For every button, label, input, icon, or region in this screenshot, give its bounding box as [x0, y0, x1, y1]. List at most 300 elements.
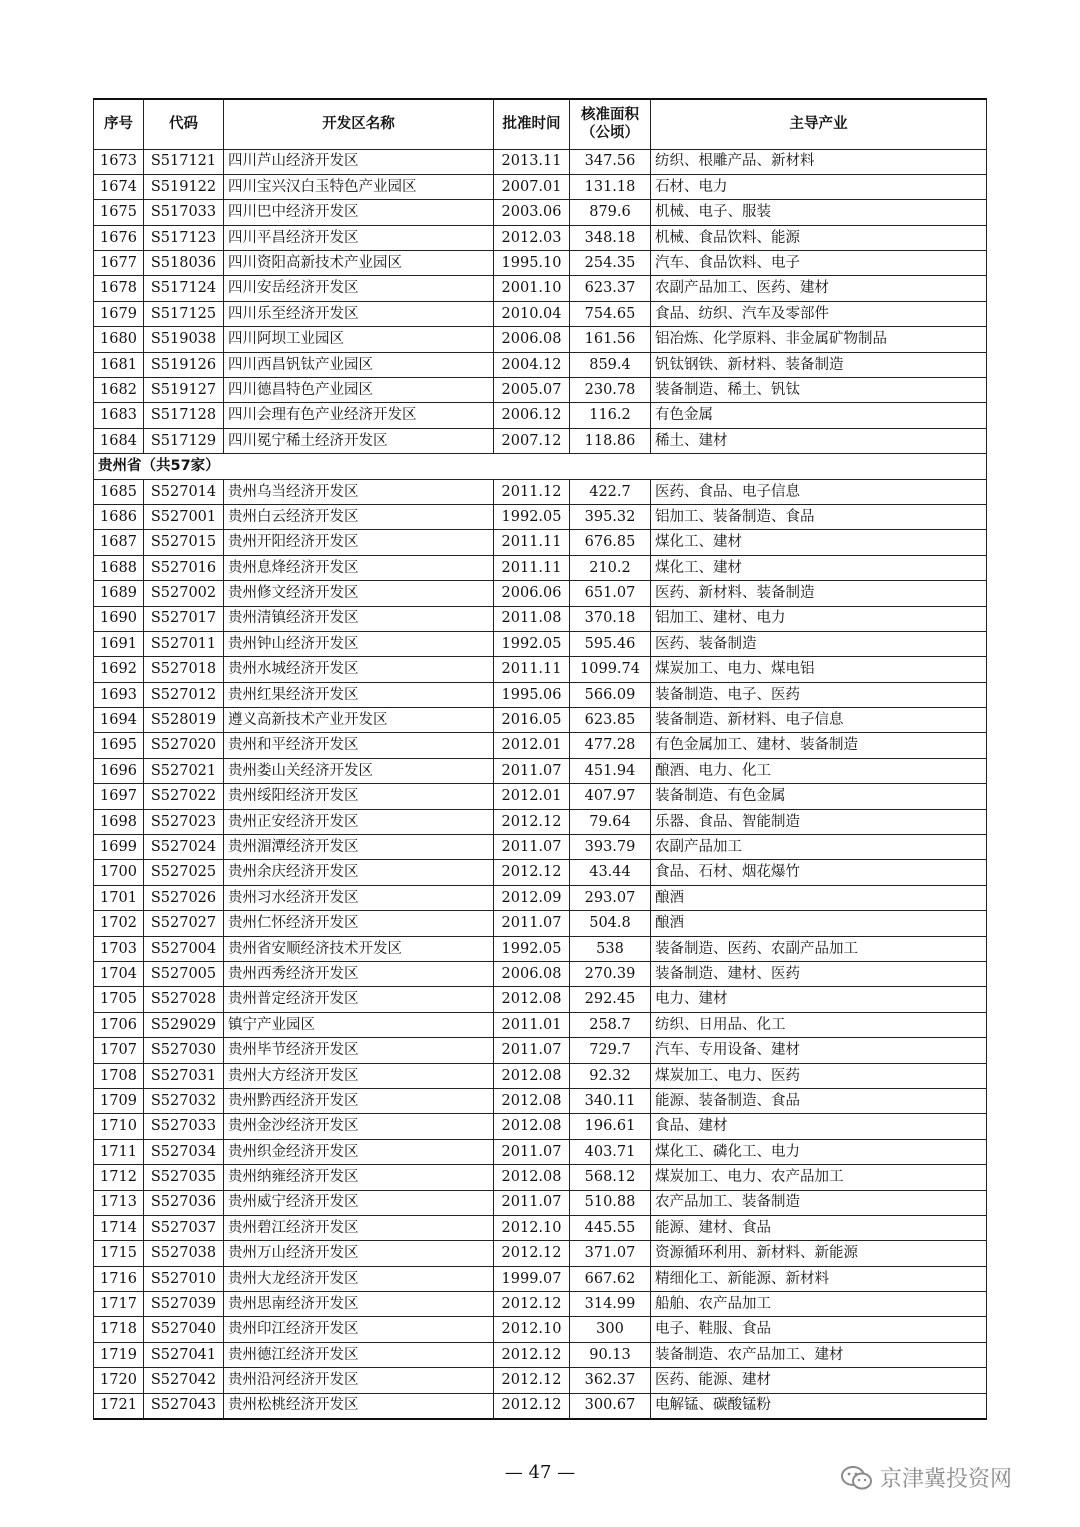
cell-seq: 1680 — [94, 327, 144, 352]
cell-area: 504.8 — [570, 911, 651, 936]
cell-name: 贵州黔西经济开发区 — [224, 1088, 494, 1113]
cell-seq: 1685 — [94, 479, 144, 504]
cell-seq: 1710 — [94, 1114, 144, 1139]
cell-industry: 钒钛钢铁、新材料、装备制造 — [651, 352, 987, 377]
cell-area: 90.13 — [570, 1342, 651, 1367]
table-row — [94, 1165, 987, 1190]
cell-code: S527015 — [144, 530, 224, 555]
table-row — [94, 1266, 987, 1291]
page-number: — 47 — — [504, 1462, 576, 1483]
cell-seq: 1695 — [94, 733, 144, 758]
cell-code: S528019 — [144, 708, 224, 733]
cell-industry: 医药、装备制造 — [651, 631, 987, 656]
cell-seq: 1705 — [94, 987, 144, 1012]
cell-area: 348.18 — [570, 225, 651, 250]
cell-name: 贵州乌当经济开发区 — [224, 479, 494, 504]
cell-date: 1992.05 — [494, 631, 570, 656]
cell-date: 2010.04 — [494, 301, 570, 326]
cell-code: S527011 — [144, 631, 224, 656]
cell-industry: 医药、食品、电子信息 — [651, 479, 987, 504]
table-row — [94, 682, 987, 707]
cell-seq: 1718 — [94, 1317, 144, 1342]
table-row — [94, 911, 987, 936]
cell-area: 754.65 — [570, 301, 651, 326]
cell-code: S527037 — [144, 1215, 224, 1240]
cell-seq: 1691 — [94, 631, 144, 656]
table-row — [94, 149, 987, 174]
cell-area: 395.32 — [570, 504, 651, 529]
cell-name: 四川芦山经济开发区 — [224, 149, 494, 174]
cell-seq: 1720 — [94, 1368, 144, 1393]
cell-industry: 电解锰、碳酸锰粉 — [651, 1393, 987, 1418]
cell-seq: 1713 — [94, 1190, 144, 1215]
cell-seq: 1704 — [94, 962, 144, 987]
table-row — [94, 225, 987, 250]
cell-area: 676.85 — [570, 530, 651, 555]
cell-name: 贵州松桃经济开发区 — [224, 1393, 494, 1418]
cell-industry: 煤化工、建材 — [651, 555, 987, 580]
cell-name: 贵州湄潭经济开发区 — [224, 835, 494, 860]
cell-code: S529029 — [144, 1012, 224, 1037]
cell-industry: 有色金属 — [651, 403, 987, 428]
cell-name: 贵州习水经济开发区 — [224, 885, 494, 910]
cell-industry: 电子、鞋服、食品 — [651, 1317, 987, 1342]
cell-seq: 1693 — [94, 682, 144, 707]
cell-industry: 铝加工、装备制造、食品 — [651, 504, 987, 529]
cell-code: S527026 — [144, 885, 224, 910]
table-row — [94, 251, 987, 276]
cell-area: 729.7 — [570, 1038, 651, 1063]
cell-name: 四川安岳经济开发区 — [224, 276, 494, 301]
cell-industry: 煤炭加工、电力、农产品加工 — [651, 1165, 987, 1190]
cell-seq: 1681 — [94, 352, 144, 377]
cell-industry: 食品、石材、烟花爆竹 — [651, 860, 987, 885]
cell-code: S527023 — [144, 809, 224, 834]
cell-seq: 1688 — [94, 555, 144, 580]
cell-seq: 1700 — [94, 860, 144, 885]
table-row — [94, 657, 987, 682]
cell-name: 四川德昌特色产业园区 — [224, 378, 494, 403]
cell-industry: 装备制造、稀土、钒钛 — [651, 378, 987, 403]
cell-name: 四川西昌钒钛产业园区 — [224, 352, 494, 377]
cell-date: 2016.05 — [494, 708, 570, 733]
cell-date: 2012.12 — [494, 1393, 570, 1418]
cell-area: 393.79 — [570, 835, 651, 860]
cell-name: 贵州纳雍经济开发区 — [224, 1165, 494, 1190]
cell-area: 210.2 — [570, 555, 651, 580]
cell-seq: 1715 — [94, 1241, 144, 1266]
cell-seq: 1690 — [94, 606, 144, 631]
header-code: 代码 — [144, 99, 224, 149]
table-row — [94, 301, 987, 326]
cell-seq: 1706 — [94, 1012, 144, 1037]
cell-industry: 装备制造、有色金属 — [651, 784, 987, 809]
cell-date: 2005.07 — [494, 378, 570, 403]
cell-code: S518036 — [144, 251, 224, 276]
cell-name: 贵州大龙经济开发区 — [224, 1266, 494, 1291]
cell-name: 贵州和平经济开发区 — [224, 733, 494, 758]
cell-date: 2013.11 — [494, 149, 570, 174]
cell-area: 403.71 — [570, 1139, 651, 1164]
table-row — [94, 1063, 987, 1088]
cell-code: S527025 — [144, 860, 224, 885]
table-row — [94, 1292, 987, 1317]
cell-industry: 装备制造、新材料、电子信息 — [651, 708, 987, 733]
cell-date: 2011.07 — [494, 1190, 570, 1215]
cell-industry: 乐器、食品、智能制造 — [651, 809, 987, 834]
cell-seq: 1714 — [94, 1215, 144, 1240]
cell-code: S527039 — [144, 1292, 224, 1317]
cell-area: 595.46 — [570, 631, 651, 656]
cell-name: 贵州印江经济开发区 — [224, 1317, 494, 1342]
table-body — [94, 149, 987, 1419]
cell-seq: 1701 — [94, 885, 144, 910]
cell-code: S527027 — [144, 911, 224, 936]
cell-name: 贵州修文经济开发区 — [224, 581, 494, 606]
development-zone-table — [93, 98, 987, 1420]
cell-date: 2006.08 — [494, 962, 570, 987]
cell-industry: 精细化工、新能源、新材料 — [651, 1266, 987, 1291]
header-name: 开发区名称 — [224, 99, 494, 149]
cell-seq: 1711 — [94, 1139, 144, 1164]
cell-name: 镇宁产业园区 — [224, 1012, 494, 1037]
wechat-icon — [840, 1465, 874, 1491]
header-area — [570, 99, 651, 149]
cell-name: 贵州思南经济开发区 — [224, 1292, 494, 1317]
cell-seq: 1717 — [94, 1292, 144, 1317]
table-row — [94, 809, 987, 834]
cell-name: 贵州毕节经济开发区 — [224, 1038, 494, 1063]
cell-date: 2012.03 — [494, 225, 570, 250]
cell-industry: 医药、能源、建材 — [651, 1368, 987, 1393]
cell-area: 340.11 — [570, 1088, 651, 1113]
cell-area: 293.07 — [570, 885, 651, 910]
cell-industry: 纺织、根雕产品、新材料 — [651, 149, 987, 174]
cell-date: 1999.07 — [494, 1266, 570, 1291]
cell-industry: 石材、电力 — [651, 174, 987, 199]
cell-code: S527043 — [144, 1393, 224, 1418]
header-area-line1: 核准面积 — [581, 107, 639, 124]
cell-name: 贵州白云经济开发区 — [224, 504, 494, 529]
header-date: 批准时间 — [494, 99, 570, 149]
cell-date: 1992.05 — [494, 504, 570, 529]
table-row — [94, 1368, 987, 1393]
cell-industry: 食品、建材 — [651, 1114, 987, 1139]
table-row — [94, 606, 987, 631]
table-row — [94, 352, 987, 377]
cell-name: 四川乐至经济开发区 — [224, 301, 494, 326]
cell-name: 贵州红果经济开发区 — [224, 682, 494, 707]
cell-code: S517128 — [144, 403, 224, 428]
cell-date: 2012.12 — [494, 1241, 570, 1266]
cell-name: 贵州万山经济开发区 — [224, 1241, 494, 1266]
cell-code: S527010 — [144, 1266, 224, 1291]
cell-date: 2004.12 — [494, 352, 570, 377]
cell-area: 651.07 — [570, 581, 651, 606]
cell-code: S527017 — [144, 606, 224, 631]
cell-seq: 1676 — [94, 225, 144, 250]
cell-date: 2011.01 — [494, 1012, 570, 1037]
cell-date: 2011.07 — [494, 911, 570, 936]
cell-seq: 1698 — [94, 809, 144, 834]
cell-name: 四川冕宁稀土经济开发区 — [224, 428, 494, 453]
cell-code: S527036 — [144, 1190, 224, 1215]
cell-code: S527012 — [144, 682, 224, 707]
cell-seq: 1678 — [94, 276, 144, 301]
cell-code: S527038 — [144, 1241, 224, 1266]
cell-name: 贵州水城经济开发区 — [224, 657, 494, 682]
cell-code: S527033 — [144, 1114, 224, 1139]
cell-industry: 农副产品加工、医药、建材 — [651, 276, 987, 301]
cell-area: 196.61 — [570, 1114, 651, 1139]
table-row — [94, 1215, 987, 1240]
cell-name: 贵州碧江经济开发区 — [224, 1215, 494, 1240]
cell-seq: 1679 — [94, 301, 144, 326]
cell-area: 270.39 — [570, 962, 651, 987]
header-row — [94, 99, 987, 149]
cell-name: 贵州余庆经济开发区 — [224, 860, 494, 885]
cell-date: 2006.12 — [494, 403, 570, 428]
table-row — [94, 1190, 987, 1215]
cell-area: 300.67 — [570, 1393, 651, 1418]
cell-code: S517125 — [144, 301, 224, 326]
cell-industry: 煤炭加工、电力、煤电铝 — [651, 657, 987, 682]
cell-code: S519122 — [144, 174, 224, 199]
cell-area: 667.62 — [570, 1266, 651, 1291]
cell-name: 贵州大方经济开发区 — [224, 1063, 494, 1088]
cell-date: 2011.11 — [494, 530, 570, 555]
cell-code: S527040 — [144, 1317, 224, 1342]
cell-code: S519127 — [144, 378, 224, 403]
table-row — [94, 1038, 987, 1063]
cell-name: 四川会理有色产业经济开发区 — [224, 403, 494, 428]
cell-area: 292.45 — [570, 987, 651, 1012]
table-row — [94, 327, 987, 352]
cell-name: 贵州息烽经济开发区 — [224, 555, 494, 580]
table-row — [94, 835, 987, 860]
cell-date: 2011.12 — [494, 479, 570, 504]
cell-seq: 1683 — [94, 403, 144, 428]
cell-area: 92.32 — [570, 1063, 651, 1088]
cell-area: 362.37 — [570, 1368, 651, 1393]
cell-area: 407.97 — [570, 784, 651, 809]
cell-date: 2012.10 — [494, 1215, 570, 1240]
cell-seq: 1707 — [94, 1038, 144, 1063]
cell-seq: 1692 — [94, 657, 144, 682]
cell-date: 1995.06 — [494, 682, 570, 707]
table-row — [94, 581, 987, 606]
watermark — [840, 1462, 1012, 1493]
cell-date: 2012.12 — [494, 1292, 570, 1317]
cell-industry: 汽车、专用设备、建材 — [651, 1038, 987, 1063]
cell-industry: 纺织、日用品、化工 — [651, 1012, 987, 1037]
cell-name: 贵州金沙经济开发区 — [224, 1114, 494, 1139]
cell-date: 2007.12 — [494, 428, 570, 453]
table-row — [94, 174, 987, 199]
cell-area: 314.99 — [570, 1292, 651, 1317]
cell-seq: 1686 — [94, 504, 144, 529]
cell-seq: 1719 — [94, 1342, 144, 1367]
cell-area: 623.37 — [570, 276, 651, 301]
cell-seq: 1677 — [94, 251, 144, 276]
cell-area: 300 — [570, 1317, 651, 1342]
cell-area: 445.55 — [570, 1215, 651, 1240]
table-row — [94, 631, 987, 656]
cell-name: 四川巴中经济开发区 — [224, 200, 494, 225]
cell-date: 2012.09 — [494, 885, 570, 910]
cell-industry: 装备制造、电子、医药 — [651, 682, 987, 707]
cell-name: 贵州开阳经济开发区 — [224, 530, 494, 555]
table-row — [94, 1012, 987, 1037]
cell-date: 2012.10 — [494, 1317, 570, 1342]
table-row — [94, 962, 987, 987]
cell-name: 遵义高新技术产业开发区 — [224, 708, 494, 733]
cell-date: 2011.07 — [494, 1139, 570, 1164]
cell-industry: 能源、装备制造、食品 — [651, 1088, 987, 1113]
cell-industry: 农副产品加工 — [651, 835, 987, 860]
table-row — [94, 1088, 987, 1113]
cell-code: S527005 — [144, 962, 224, 987]
cell-date: 2011.08 — [494, 606, 570, 631]
cell-area: 43.44 — [570, 860, 651, 885]
cell-seq: 1684 — [94, 428, 144, 453]
cell-date: 2012.12 — [494, 1368, 570, 1393]
table-row — [94, 276, 987, 301]
table-row — [94, 378, 987, 403]
table-row — [94, 1393, 987, 1418]
cell-industry: 煤化工、建材 — [651, 530, 987, 555]
table-row — [94, 200, 987, 225]
cell-code: S527024 — [144, 835, 224, 860]
cell-date: 2007.01 — [494, 174, 570, 199]
cell-date: 2012.01 — [494, 784, 570, 809]
table-row — [94, 987, 987, 1012]
cell-area: 371.07 — [570, 1241, 651, 1266]
cell-seq: 1699 — [94, 835, 144, 860]
cell-name: 贵州织金经济开发区 — [224, 1139, 494, 1164]
cell-code: S527031 — [144, 1063, 224, 1088]
cell-area: 538 — [570, 936, 651, 961]
cell-area: 230.78 — [570, 378, 651, 403]
cell-code: S527014 — [144, 479, 224, 504]
cell-industry: 酿酒 — [651, 911, 987, 936]
cell-date: 1995.10 — [494, 251, 570, 276]
header-industry: 主导产业 — [651, 99, 987, 149]
cell-seq: 1674 — [94, 174, 144, 199]
cell-seq: 1708 — [94, 1063, 144, 1088]
table-row — [94, 555, 987, 580]
cell-date: 2012.08 — [494, 1088, 570, 1113]
table-row — [94, 860, 987, 885]
cell-code: S527032 — [144, 1088, 224, 1113]
cell-code: S527042 — [144, 1368, 224, 1393]
cell-code: S527034 — [144, 1139, 224, 1164]
watermark-text: 京津冀投资网 — [880, 1467, 1013, 1492]
table-row — [94, 708, 987, 733]
cell-area: 116.2 — [570, 403, 651, 428]
cell-area: 623.85 — [570, 708, 651, 733]
cell-industry: 食品、纺织、汽车及零部件 — [651, 301, 987, 326]
cell-seq: 1716 — [94, 1266, 144, 1291]
cell-date: 2003.06 — [494, 200, 570, 225]
cell-area: 161.56 — [570, 327, 651, 352]
cell-industry: 稀土、建材 — [651, 428, 987, 453]
cell-name: 贵州清镇经济开发区 — [224, 606, 494, 631]
cell-area: 370.18 — [570, 606, 651, 631]
cell-code: S519126 — [144, 352, 224, 377]
cell-industry: 能源、建材、食品 — [651, 1215, 987, 1240]
cell-industry: 电力、建材 — [651, 987, 987, 1012]
cell-industry: 酿酒 — [651, 885, 987, 910]
table-row — [94, 784, 987, 809]
cell-date: 2011.11 — [494, 555, 570, 580]
cell-area: 131.18 — [570, 174, 651, 199]
cell-date: 2012.12 — [494, 809, 570, 834]
cell-industry: 资源循环利用、新材料、新能源 — [651, 1241, 987, 1266]
cell-name: 贵州德江经济开发区 — [224, 1342, 494, 1367]
cell-industry: 机械、食品饮料、能源 — [651, 225, 987, 250]
cell-code: S517129 — [144, 428, 224, 453]
cell-date: 2006.06 — [494, 581, 570, 606]
table-row — [94, 1114, 987, 1139]
table-row — [94, 479, 987, 504]
cell-code: S517123 — [144, 225, 224, 250]
cell-code: S527041 — [144, 1342, 224, 1367]
cell-industry: 煤炭加工、电力、医药 — [651, 1063, 987, 1088]
cell-area: 118.86 — [570, 428, 651, 453]
cell-date: 2012.08 — [494, 1063, 570, 1088]
cell-code: S527018 — [144, 657, 224, 682]
cell-code: S527020 — [144, 733, 224, 758]
cell-code: S517121 — [144, 149, 224, 174]
cell-name: 四川阿坝工业园区 — [224, 327, 494, 352]
cell-seq: 1682 — [94, 378, 144, 403]
cell-date: 2011.11 — [494, 657, 570, 682]
cell-industry: 煤化工、磷化工、电力 — [651, 1139, 987, 1164]
cell-industry: 装备制造、医药、农副产品加工 — [651, 936, 987, 961]
cell-industry: 铝加工、建材、电力 — [651, 606, 987, 631]
cell-industry: 农产品加工、装备制造 — [651, 1190, 987, 1215]
cell-area: 1099.74 — [570, 657, 651, 682]
cell-code: S527004 — [144, 936, 224, 961]
cell-seq: 1702 — [94, 911, 144, 936]
cell-date: 2012.12 — [494, 1342, 570, 1367]
cell-area: 79.64 — [570, 809, 651, 834]
cell-seq: 1721 — [94, 1393, 144, 1418]
cell-code: S527001 — [144, 504, 224, 529]
cell-code: S527035 — [144, 1165, 224, 1190]
cell-code: S527002 — [144, 581, 224, 606]
cell-area: 347.56 — [570, 149, 651, 174]
cell-name: 四川资阳高新技术产业园区 — [224, 251, 494, 276]
cell-date: 2012.08 — [494, 987, 570, 1012]
cell-date: 2011.07 — [494, 835, 570, 860]
cell-industry: 酿酒、电力、化工 — [651, 758, 987, 783]
table-row — [94, 885, 987, 910]
cell-date: 2011.07 — [494, 1038, 570, 1063]
table-row — [94, 428, 987, 453]
table-row — [94, 403, 987, 428]
table-row — [94, 530, 987, 555]
cell-name: 贵州西秀经济开发区 — [224, 962, 494, 987]
cell-area: 258.7 — [570, 1012, 651, 1037]
cell-area: 879.6 — [570, 200, 651, 225]
table-row — [94, 1342, 987, 1367]
cell-code: S517033 — [144, 200, 224, 225]
cell-date: 2012.01 — [494, 733, 570, 758]
cell-seq: 1703 — [94, 936, 144, 961]
table-row — [94, 733, 987, 758]
